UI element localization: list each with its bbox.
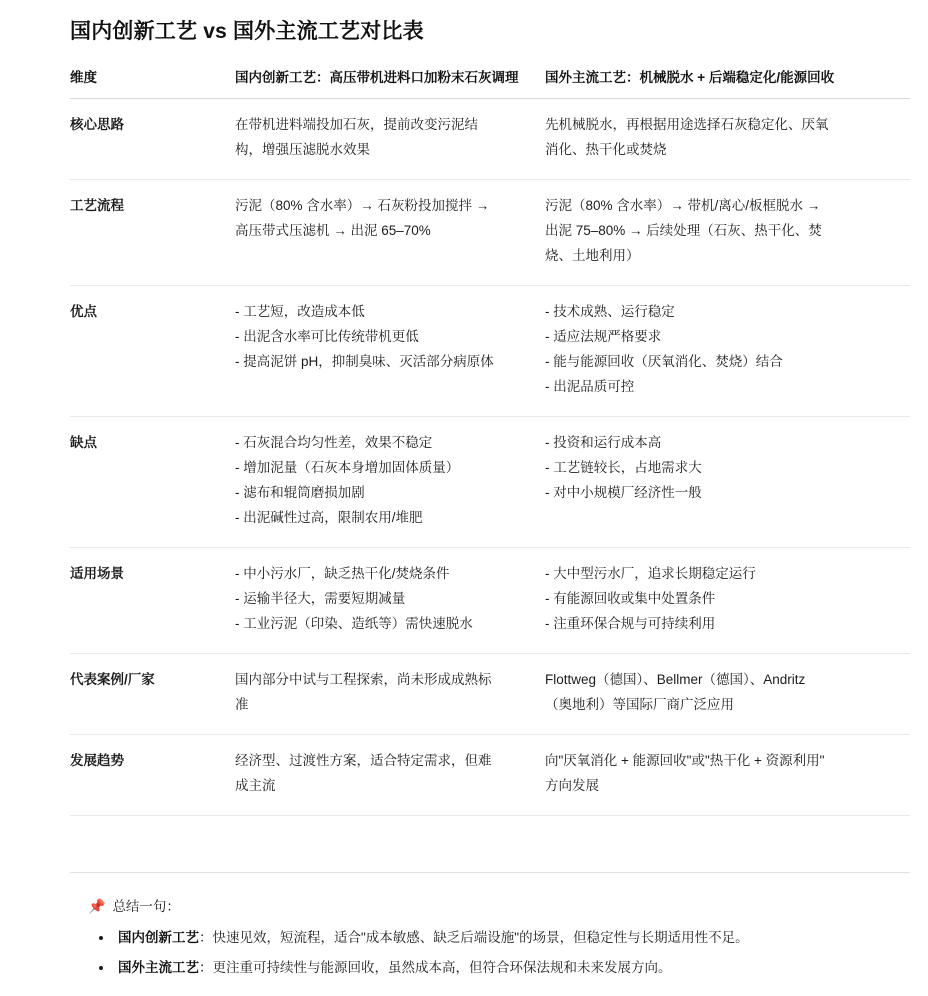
dimension-cell: 适用场景 [70,547,235,653]
domestic-cell [235,99,545,180]
cell-text [235,562,531,637]
table-row [70,99,910,180]
cell-line: - 石灰混合均匀性差，效果不稳定 [235,434,433,450]
table-row [70,286,910,417]
summary-heading [88,895,910,919]
cell-line: 经济型、过渡性方案，适合特定需求，但难 [235,752,492,768]
international-cell [545,180,910,286]
domestic-cell [235,180,545,286]
dimension-cell: 优点 [70,286,235,417]
dimension-cell: 缺点 [70,416,235,547]
summary-item-text: ：更注重可持续性与能源回收，虽然成本高，但符合环保法规和未来发展方向。 [199,960,672,976]
cell-text [545,431,896,506]
table-body [70,99,910,815]
international-cell [545,547,910,653]
cell-text [545,113,896,163]
dimension-cell: 工艺流程 [70,180,235,286]
cell-text [545,194,896,269]
summary-item-lead: 国外主流工艺 [118,960,199,976]
cell-line: - 工艺短，改造成本低 [235,304,365,320]
cell-text [235,749,531,799]
cell-line: - 出泥品质可控 [545,379,635,395]
table-row [70,734,910,815]
summary-section [70,872,910,982]
table-row [70,547,910,653]
cell-line: - 出泥含水率可比传统带机更低 [235,329,419,345]
cell-text [545,300,896,400]
cell-line: 国内部分中试与工程探索，尚未形成成熟标 [235,671,492,687]
column-header-domestic: 国内创新工艺：高压带机进料口加粉末石灰调理 [235,62,545,98]
cell-line: - 提高泥饼 pH，抑制臭味、灭活部分病原体 [235,354,494,370]
cell-line: - 技术成熟、运行稳定 [545,304,675,320]
dimension-cell: 核心思路 [70,99,235,180]
cell-line: Flottweg（德国）、Bellmer（德国）、Andritz [545,671,806,687]
cell-line: - 能与能源回收（厌氧消化、焚烧）结合 [545,354,783,370]
cell-text [235,113,531,163]
cell-line: 污泥（80% 含水率）→ 带机/离心/板框脱水 → [545,198,821,214]
cell-line: 出泥 75–80% → 后续处理（石灰、热干化、焚 [545,223,822,239]
domestic-cell [235,416,545,547]
table-row [70,653,910,734]
cell-text [235,668,531,718]
cell-line: 方向发展 [545,777,599,793]
summary-heading-label: 总结一句： [112,898,180,914]
cell-line: 污泥（80% 含水率）→ 石灰粉投加搅拌 → [235,198,490,214]
summary-item-lead: 国内创新工艺 [118,929,199,945]
column-header-dimension: 维度 [70,62,235,98]
cell-line: - 大中型污水厂，追求长期稳定运行 [545,565,756,581]
cell-line: 构，增强压滤脱水效果 [235,142,370,158]
cell-line: 在带机进料端投加石灰，提前改变污泥结 [235,117,478,133]
international-cell [545,653,910,734]
cell-line: - 投资和运行成本高 [545,434,662,450]
dimension-cell: 代表案例/厂家 [70,653,235,734]
pushpin-icon: 📌 [88,897,106,914]
international-cell [545,416,910,547]
cell-text [545,749,896,799]
cell-line: - 滤布和辊筒磨损加剧 [235,484,365,500]
domestic-cell [235,547,545,653]
page-title: 国内创新工艺 vs 国外主流工艺对比表 [70,20,424,43]
summary-list-item [114,955,910,981]
domestic-cell [235,286,545,417]
summary-list-item [114,925,910,951]
cell-line: - 有能源回收或集中处置条件 [545,590,716,606]
cell-line: 消化、热干化或焚烧 [545,142,667,158]
header-row [70,62,910,98]
cell-line: 高压带式压滤机 → 出泥 65–70% [235,223,431,239]
cell-line: - 中小污水厂，缺乏热干化/焚烧条件 [235,565,450,581]
cell-line: - 适应法规严格要求 [545,329,662,345]
summary-list [70,925,910,982]
domestic-cell [235,653,545,734]
cell-line: - 运输半径大，需要短期减量 [235,590,406,606]
dimension-cell: 发展趋势 [70,734,235,815]
cell-line: 准 [235,696,249,712]
cell-line: - 工艺链较长，占地需求大 [545,459,702,475]
table-header [70,62,910,98]
table-row [70,416,910,547]
domestic-cell [235,734,545,815]
cell-line: - 对中小规模厂经济性一般 [545,484,702,500]
table-row [70,180,910,286]
cell-text [545,668,896,718]
cell-line: 先机械脱水，再根据用途选择石灰稳定化、厌氧 [545,117,829,133]
cell-line: - 出泥碱性过高，限制农用/堆肥 [235,509,423,525]
cell-line: 向"厌氧消化 + 能源回收"或"热干化 + 资源利用" [545,752,825,768]
international-cell [545,734,910,815]
column-header-international: 国外主流工艺：机械脱水 + 后端稳定化/能源回收 [545,62,910,98]
comparison-table [70,62,910,815]
cell-text [235,431,531,531]
cell-line: - 增加泥量（石灰本身增加固体质量） [235,459,460,475]
cell-line: - 工业污泥（印染、造纸等）需快速脱水 [235,615,473,631]
cell-line: （奥地利）等国际厂商广泛应用 [545,696,734,712]
cell-line: 成主流 [235,777,276,793]
cell-text [545,562,896,637]
summary-item-text: ：快速见效，短流程，适合"成本敏感、缺乏后端设施"的场景，但稳定性与长期适用性不足。 [199,929,749,945]
cell-text [235,300,531,375]
cell-line: - 注重环保合规与可持续利用 [545,615,716,631]
cell-text [235,194,531,244]
cell-line: 烧、土地利用） [545,248,640,264]
international-cell [545,99,910,180]
international-cell [545,286,910,417]
